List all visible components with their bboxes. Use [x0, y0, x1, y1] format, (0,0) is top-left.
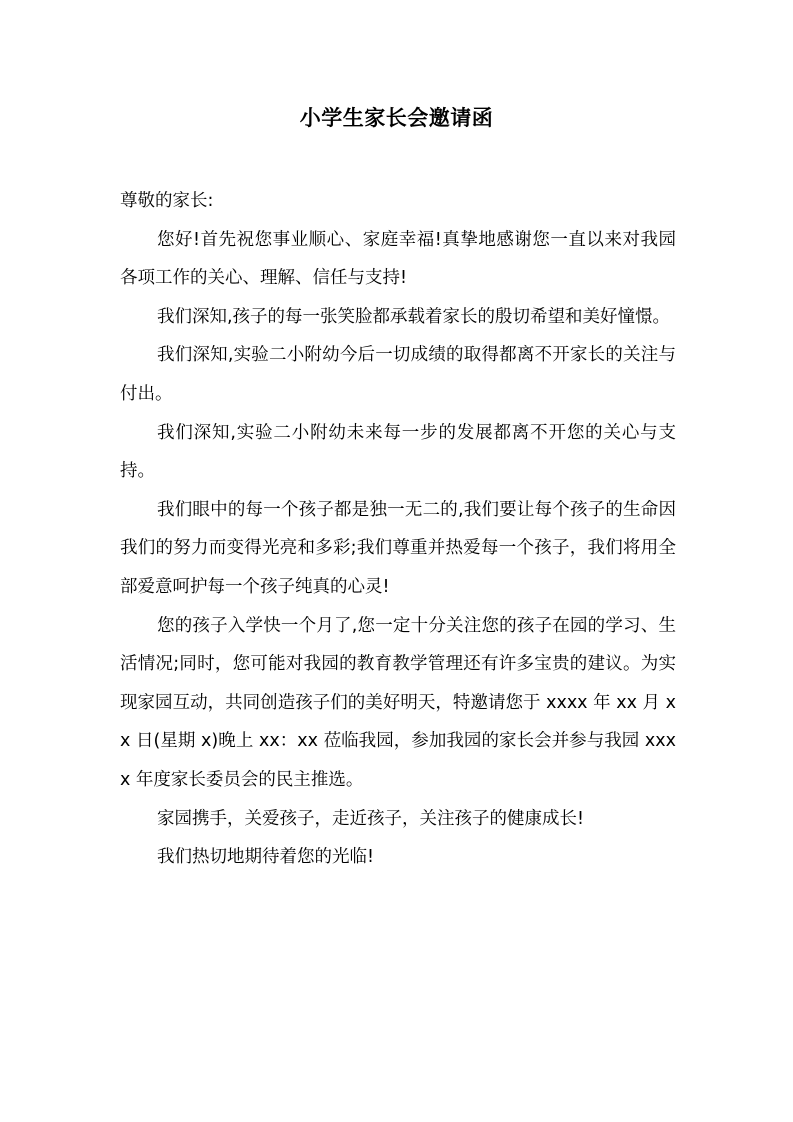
paragraph-achievement: 我们深知,实验二小附幼今后一切成绩的取得都离不开家长的关注与付出。 [120, 345, 676, 404]
document-body [120, 182, 676, 877]
paragraph-smile: 我们深知,孩子的每一张笑脸都承载着家长的殷切希望和美好憧憬。 [157, 306, 671, 327]
paragraph-unique-child: 我们眼中的每一个孩子都是独一无二的,我们要让每个孩子的生命因我们的努力而变得光亮和多彩;我们尊重并热爱每一个孩子，我们将用全部爱意呵护每一个孩子纯真的心灵! [120, 499, 676, 597]
paragraph-greeting: 您好!首先祝您事业顺心、家庭幸福!真挚地感谢您一直以来对我园各项工作的关心、理解、信任与支持! [120, 229, 676, 289]
paragraph-invitation: 您的孩子入学快一个月了,您一定十分关注您的孩子在园的学习、生活情况;同时，您可能对我园的教育教学管理还有许多宝贵的建议。为实现家园互动，共同创造孩子们的美好明天，特邀请您于 xxxx 年 xx 月 xx 日(星期 x)晚上 xx：xx 莅临我园，参加我园的家长会并参与我园 xxxx 年度家长委员会的民主推选。 [120, 615, 676, 790]
paragraph-future: 我们深知,实验二小附幼未来每一步的发展都离不开您的关心与支持。 [120, 422, 676, 482]
document-title: 小学生家长会邀请函 [299, 106, 494, 130]
salutation: 尊敬的家长: [120, 191, 214, 211]
paragraph-closing: 我们热切地期待着您的光临! [157, 847, 375, 868]
paragraph-hand-in-hand: 家园携手，关爱孩子，走近孩子，关注孩子的健康成长! [157, 808, 585, 829]
